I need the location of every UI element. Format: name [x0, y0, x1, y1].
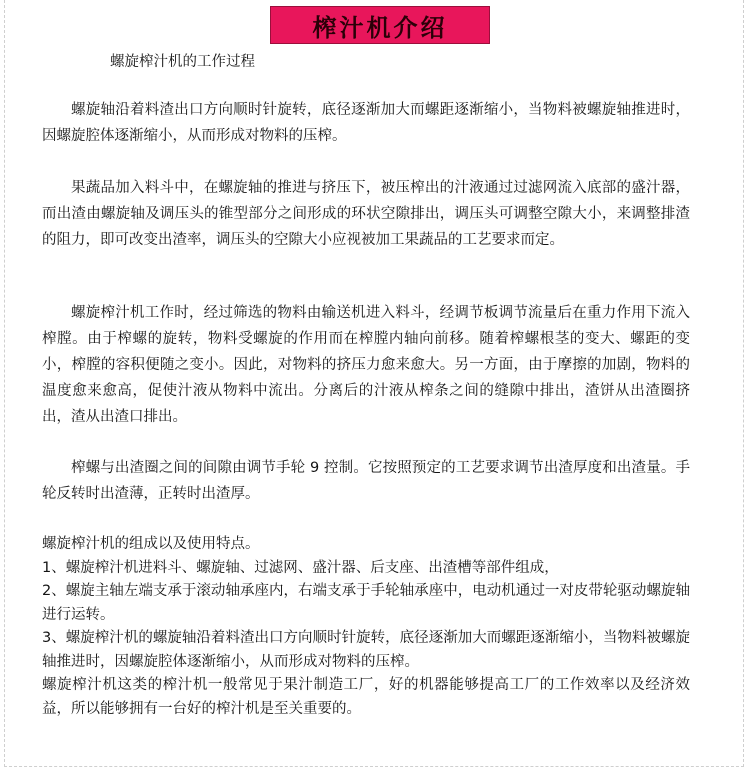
features-section	[42, 533, 690, 721]
section-heading: 螺旋榨汁机的组成以及使用特点。	[42, 536, 260, 552]
list-item: 1、螺旋榨汁机进料斗、螺旋轴、过滤网、盛汁器、后支座、出渣槽等部件组成，	[42, 559, 559, 576]
title-banner	[270, 6, 490, 44]
page-title: 榨汁机介绍	[312, 12, 448, 42]
subtitle: 螺旋榨汁机的工作过程	[110, 54, 255, 70]
paragraph-4: 榨螺与出渣圈之间的间隙由调节手轮 9 控制。它按照预定的工艺要求调节出渣厚度和出渣量。手轮反转时出渣薄，正转时出渣厚。	[42, 460, 690, 502]
list-item: 2、螺旋主轴左端支承于滚动轴承座内，右端支承于手轮轴承座中，电动机通过一对皮带轮驱动螺旋轴进行运转。	[42, 583, 690, 623]
paragraph-2: 果蔬品加入料斗中，在螺旋轴的推进与挤压下，被压榨出的汁液通过过滤网流入底部的盛汁器，而出渣由螺旋轴及调压头的锥型部分之间形成的环状空隙排出，调压头可调整空隙大小，来调整排渣的阻力，即可改变出渣率，调压头的空隙大小应视被加工果蔬品的工艺要求而定。	[42, 180, 690, 248]
frame-border-right	[743, 0, 744, 767]
frame-border-left	[4, 0, 5, 767]
paragraph-3: 螺旋榨汁机工作时，经过筛选的物料由输送机进入料斗，经调节板调节流量后在重力作用下流入榨膛。由于榨螺的旋转，物料受螺旋的作用而在榨膛内轴向前移。随着榨螺根茎的变大、螺距的变小，榨膛的容积便随之变小。因此，对物料的挤压力愈来愈大。另一方面，由于摩擦的加剧，物料的温度愈来愈高，促使汁液从物料中流出。分离后的汁液从榨条之间的缝隙中排出，渣饼从出渣圈挤出，渣从出渣口排出。	[42, 305, 690, 425]
list-item: 3、螺旋榨汁机的螺旋轴沿着料渣出口方向顺时针旋转，底径逐渐加大而螺距逐渐缩小，当物料被螺旋轴推进时，因螺旋腔体逐渐缩小，从而形成对物料的压榨。	[42, 630, 690, 670]
closing-text: 螺旋榨汁机这类的榨汁机一般常见于果汁制造工厂，好的机器能够提高工厂的工作效率以及经济效益，所以能够拥有一台好的榨汁机是至关重要的。	[42, 677, 690, 717]
frame-border-bottom	[4, 766, 744, 767]
paragraph-1: 螺旋轴沿着料渣出口方向顺时针旋转，底径逐渐加大而螺距逐渐缩小，当物料被螺旋轴推进时，因螺旋腔体逐渐缩小，从而形成对物料的压榨。	[42, 102, 690, 144]
